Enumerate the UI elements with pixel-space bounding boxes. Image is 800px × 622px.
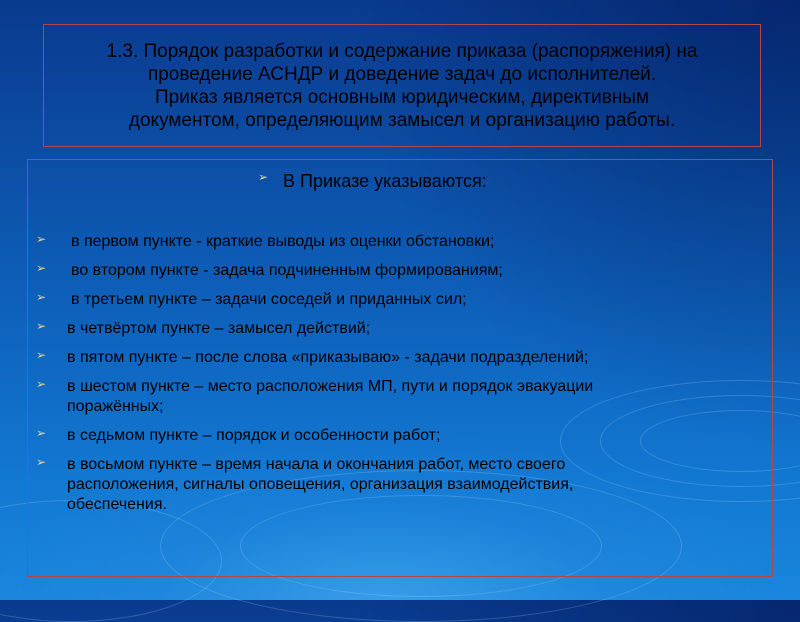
list-item xyxy=(34,319,734,339)
arrow-bullet-icon: ➢ xyxy=(36,261,47,275)
slide-title-line: 1.3. Порядок разработки и содержание приказа (распоряжения) на xyxy=(106,40,698,62)
slide-title-frame xyxy=(43,24,761,147)
list-item-line: в пятом пункте – после слова «приказываю» - задачи подразделений; xyxy=(67,349,589,366)
list-item-line: в шестом пункте – место расположения МП, пути и порядок эвакуации xyxy=(67,378,594,395)
list-item-line: в четвёртом пункте – замысел действий; xyxy=(67,320,371,337)
bullet-list xyxy=(34,232,734,524)
arrow-bullet-icon: ➢ xyxy=(36,348,47,362)
arrow-bullet-icon: ➢ xyxy=(258,170,269,184)
list-item-line: в третьем пункте – задачи соседей и приданных сил; xyxy=(71,291,467,308)
list-item-line: расположения, сигналы оповещения, организация взаимодействия, xyxy=(67,476,574,493)
content-frame xyxy=(27,159,773,577)
list-item-line: в седьмом пункте – порядок и особенности работ; xyxy=(67,427,441,444)
list-item-line: обеспечения. xyxy=(67,496,167,513)
list-item-line: поражённых; xyxy=(67,398,164,415)
arrow-bullet-icon: ➢ xyxy=(36,319,47,333)
arrow-bullet-icon: ➢ xyxy=(36,426,47,440)
content-heading-row xyxy=(258,170,487,192)
list-item-line: в первом пункте - краткие выводы из оценки обстановки; xyxy=(71,233,495,250)
slide-title-line: документом, определяющим замысел и организацию работы. xyxy=(128,109,676,131)
list-item-line: во втором пункте - задача подчиненным формированиям; xyxy=(71,262,503,279)
slide-title xyxy=(107,40,698,132)
list-item xyxy=(34,426,734,446)
list-item xyxy=(34,261,734,281)
list-item xyxy=(34,232,734,252)
arrow-bullet-icon: ➢ xyxy=(36,377,47,391)
arrow-bullet-icon: ➢ xyxy=(36,232,47,246)
arrow-bullet-icon: ➢ xyxy=(36,290,47,304)
list-item xyxy=(34,455,734,515)
slide-title-line: Приказ является основным юридическим, директивным xyxy=(154,86,650,108)
content-heading: В Приказе указываются: xyxy=(283,171,487,191)
slide-title-line: проведение АСНДР и доведение задач до исполнителей. xyxy=(147,63,657,85)
list-item-line: в восьмом пункте – время начала и окончания работ, место своего xyxy=(67,456,566,473)
list-item xyxy=(34,377,734,417)
list-item xyxy=(34,348,734,368)
list-item xyxy=(34,290,734,310)
arrow-bullet-icon: ➢ xyxy=(36,455,47,469)
